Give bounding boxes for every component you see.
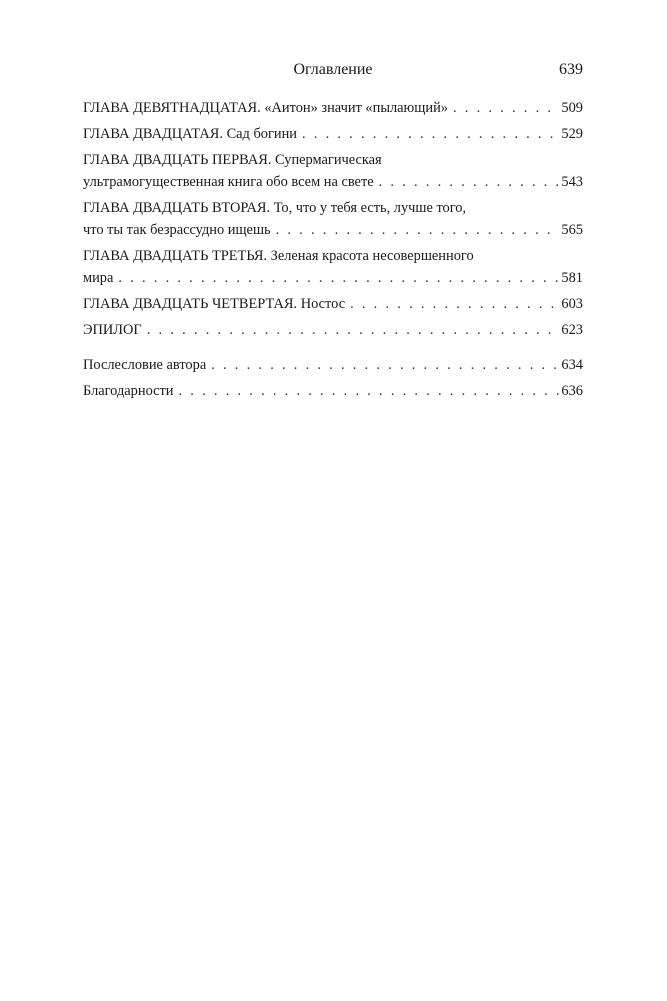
toc-entry-chapter-23[interactable] — [83, 245, 583, 289]
toc-entry-title: ГЛАВА ДВАДЦАТЬ ВТОРАЯ. То, что у тебя есть, лучше того, — [83, 200, 467, 216]
toc-line — [83, 354, 583, 376]
toc-line — [83, 171, 583, 193]
toc-line — [83, 267, 583, 289]
toc-entry-chapter-19[interactable] — [83, 97, 583, 119]
running-head — [83, 59, 583, 81]
dot-leader — [118, 267, 559, 289]
toc-entry-title: ЭПИЛОГ — [83, 322, 142, 338]
toc-entry-afterword[interactable] — [83, 354, 583, 376]
dot-leader — [211, 354, 559, 376]
toc-entry-title-continued: ультрамогущественная книга обо всем на свете — [83, 174, 374, 190]
dot-leader — [379, 171, 560, 193]
toc-entry-page: 565 — [561, 222, 583, 238]
toc-entry-page: 509 — [561, 100, 583, 116]
toc-line — [83, 245, 583, 267]
toc-entry-page: 623 — [561, 322, 583, 338]
toc-entry-chapter-21[interactable] — [83, 149, 583, 193]
toc-entry-page: 634 — [561, 357, 583, 373]
toc-line — [83, 219, 583, 241]
toc-entry-title: Послесловие автора — [83, 357, 207, 373]
toc-entry-chapter-22[interactable] — [83, 197, 583, 241]
toc-line — [83, 380, 583, 402]
toc-entry-chapter-24[interactable] — [83, 293, 583, 315]
dot-leader — [453, 97, 559, 119]
toc-entry-epilogue[interactable] — [83, 319, 583, 341]
toc-entry-page: 543 — [561, 174, 583, 190]
toc-line — [83, 293, 583, 315]
toc-entry-acknowledgements[interactable] — [83, 380, 583, 402]
toc-line — [83, 319, 583, 341]
toc-entry-chapter-20[interactable] — [83, 123, 583, 145]
toc-entry-title-continued: мира — [83, 270, 114, 286]
toc-entry-title: ГЛАВА ДВАДЦАТЬ ЧЕТВЕРТАЯ. Ностос — [83, 296, 346, 312]
toc-entry-page: 636 — [561, 383, 583, 399]
dot-leader — [179, 380, 560, 402]
toc-entry-title: ГЛАВА ДВАДЦАТЬ ТРЕТЬЯ. Зеленая красота несовершенного — [83, 248, 474, 264]
toc-entry-title-continued: что ты так безрассудно ищешь — [83, 222, 271, 238]
toc-entry-page: 529 — [561, 126, 583, 142]
toc-entry-title: Благодарности — [83, 383, 174, 399]
toc-line — [83, 97, 583, 119]
toc-entry-page: 603 — [561, 296, 583, 312]
dot-leader — [350, 293, 559, 315]
toc-entry-title: ГЛАВА ДВАДЦАТЬ ПЕРВАЯ. Супермагическая — [83, 152, 382, 168]
toc-line — [83, 123, 583, 145]
running-title: Оглавление — [293, 61, 373, 78]
toc-entry-title: ГЛАВА ДЕВЯТНАДЦАТАЯ. «Аитон» значит «пылающий» — [83, 100, 448, 116]
book-page — [83, 0, 583, 1001]
toc-entry-page: 581 — [561, 270, 583, 286]
table-of-contents — [83, 97, 583, 406]
toc-line — [83, 197, 583, 219]
page-number: 639 — [559, 61, 583, 78]
toc-line — [83, 149, 583, 171]
dot-leader — [147, 319, 560, 341]
dot-leader — [276, 219, 560, 241]
dot-leader — [302, 123, 559, 145]
toc-entry-title: ГЛАВА ДВАДЦАТАЯ. Сад богини — [83, 126, 297, 142]
